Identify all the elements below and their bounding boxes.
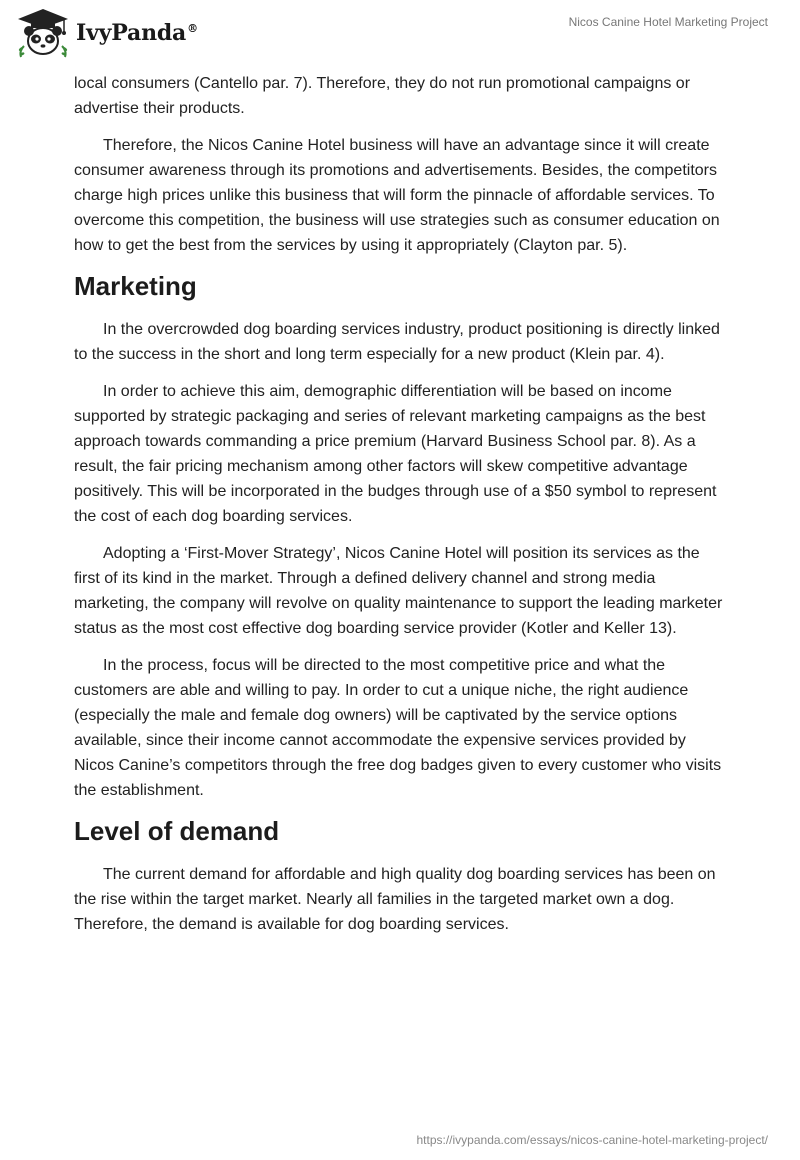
paragraph: In order to achieve this aim, demographic differentiation will be based on income supported by strategic packaging and series of relevant marketing campaigns as the best approach towards commanding a price premium (Harvard Business School par. 8). As a result, the fair pricing mechanism among other factors will skew competitive advantage positively. This will be incorporated in the budges through use of a $50 symbol to represent the cost of each dog boarding services.: [74, 383, 717, 525]
source-url-link[interactable]: https://ivypanda.com/essays/nicos-canine-hotel-marketing-project/: [416, 1133, 768, 1147]
paragraph: Adopting a ‘First-Mover Strategy’, Nicos Canine Hotel will position its services as the first of its kind in the market. Through a defined delivery channel and strong media marketing, the company will revolve on quality maintenance to support the leading marketer status as the most cost effective dog boarding service provider (Kotler and Keller 13).: [74, 545, 723, 637]
paragraph: In the process, focus will be directed to the most competitive price and what the customers are able and willing to pay. In order to cut a unique niche, the right audience (especially the male and female dog owners) will be captivated by the service options available, since their income cannot accommodate the expensive services provided by Nicos Canine’s competitors through the free dog badges given to every customer who visits the establishment.: [74, 657, 722, 799]
brand-name: IvyPanda®: [76, 20, 198, 46]
essay-content: [74, 71, 724, 949]
paragraph: Therefore, the Nicos Canine Hotel business will have an advantage since it will create consumer awareness through its promotions and advertisements. Besides, the competitors charge high prices unlike this business that will form the pinnacle of affordable services. To overcome this competition, the business will use strategies such as consumer education on how to get the best from the services by using it appropriately (Clayton par. 5).: [74, 137, 720, 254]
paragraph: local consumers (Cantello par. 7). Therefore, they do not run promotional campaigns or advertise their products.: [74, 75, 691, 117]
page-header: [0, 0, 800, 64]
paragraph: The current demand for affordable and high quality dog boarding services has been on the rise within the target market. Nearly all families in the targeted market own a dog. Therefore, the demand is available for dog boarding services.: [74, 866, 716, 933]
paragraph: In the overcrowded dog boarding services industry, product positioning is directly linked to the success in the short and long term especially for a new product (Klein par. 4).: [74, 321, 720, 363]
document-title: Nicos Canine Hotel Marketing Project: [568, 15, 768, 29]
panda-graduate-icon: [14, 6, 72, 60]
section-heading-level-of-demand: Level of demand: [74, 816, 280, 846]
brand-logo[interactable]: [14, 6, 198, 60]
section-heading-marketing: Marketing: [74, 271, 197, 301]
